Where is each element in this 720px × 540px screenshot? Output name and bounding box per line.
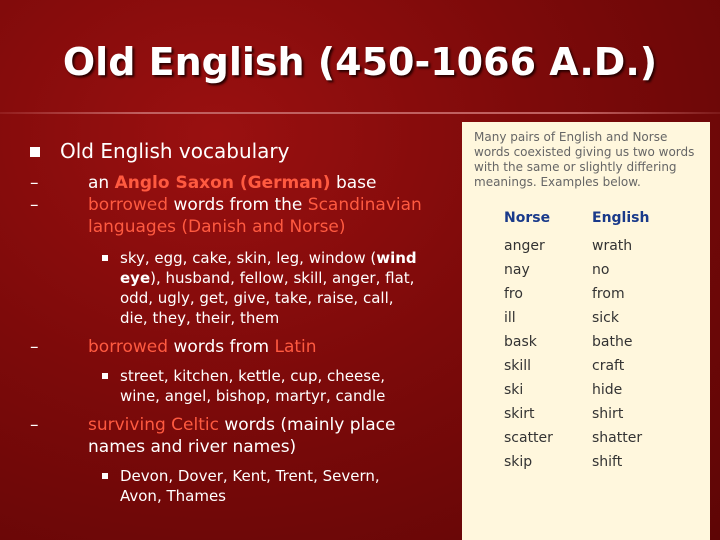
square-bullet-icon (30, 147, 40, 157)
small-square-bullet-icon (102, 373, 108, 379)
dash-icon: – (30, 415, 39, 435)
norse-word: fro (504, 286, 523, 302)
item-borrowed-scandinavian: – borrowed words from the Scandinavian languages (Danish and Norse) (30, 195, 422, 237)
english-word: shirt (592, 406, 624, 422)
english-word: no (592, 262, 610, 278)
norse-word: nay (504, 262, 530, 278)
left-content (30, 138, 450, 506)
title-divider (0, 112, 720, 114)
english-word: sick (592, 310, 619, 326)
dash-icon: – (30, 173, 39, 193)
small-square-bullet-icon (102, 255, 108, 261)
panel-note: Many pairs of English and Norse words coexisted giving us two words with the same or slightly differing meanings. Examples below. (474, 130, 695, 189)
header-norse: Norse (504, 210, 551, 226)
item-anglo-saxon: – an Anglo Saxon (German) base (30, 173, 377, 193)
english-word: shatter (592, 430, 643, 446)
item-borrowed-latin: – borrowed words from Latin (30, 337, 317, 357)
bullet-old-english-vocabulary: Old English vocabulary (30, 138, 450, 164)
english-word: craft (592, 358, 625, 374)
norse-word: ski (504, 382, 524, 398)
norse-word: bask (504, 334, 537, 350)
slide-title: Old English (450-1066 A.D.) (62, 40, 658, 84)
dash-icon: – (30, 195, 39, 215)
english-word: wrath (592, 238, 633, 254)
norse-word: anger (504, 238, 545, 254)
norse-word: skill (504, 358, 532, 374)
dash-icon: – (30, 337, 39, 357)
norse-word: scatter (504, 430, 553, 446)
norse-word: skip (504, 454, 533, 470)
item-surviving-celtic: – surviving Celtic words (mainly place names and river names) (30, 415, 396, 457)
celtic-examples: Devon, Dover, Kent, Trent, Severn, Avon, Thames (30, 466, 450, 506)
header-english: English (592, 210, 650, 226)
latin-examples: street, kitchen, kettle, cup, cheese, wine, angel, bishop, martyr, candle (30, 366, 450, 406)
english-word: bathe (592, 334, 633, 350)
english-word: from (592, 286, 625, 302)
english-word: hide (592, 382, 623, 398)
small-square-bullet-icon (102, 473, 108, 479)
norse-word: skirt (504, 406, 535, 422)
english-word: shift (592, 454, 623, 470)
norse-examples: sky, egg, cake, skin, leg, window (wind eye), husband, fellow, skill, anger, flat, odd, ugly, get, give, take, raise, call, die, they, their, them (30, 248, 450, 328)
norse-english-panel (462, 122, 710, 540)
norse-word: ill (504, 310, 516, 326)
